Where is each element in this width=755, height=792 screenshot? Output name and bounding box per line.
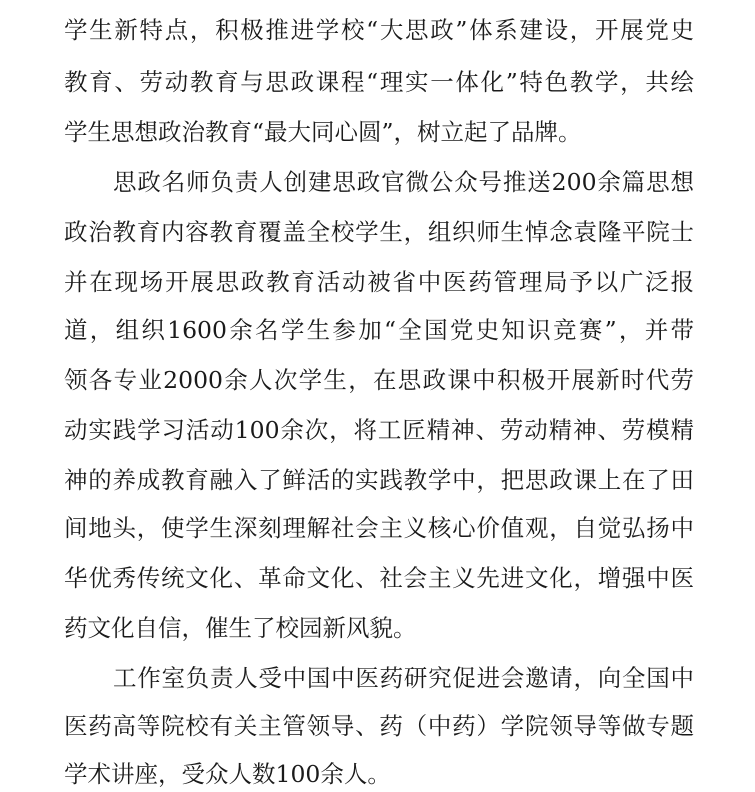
text-line: 政治教育内容教育覆盖全校学生，组织师生悼念袁隆平院士 [64, 218, 694, 246]
text-line: 领各专业2000余人次学生，在思政课中积极开展新时代劳 [64, 366, 694, 394]
text-line: 药文化自信，催生了校园新风貌。 [64, 614, 417, 642]
text-line: 道，组织1600余名学生参加“全国党史知识竞赛”，并带 [64, 316, 694, 344]
text-line: 医药高等院校有关主管领导、药（中药）学院领导等做专题 [64, 712, 694, 740]
text-line: 并在现场开展思政教育活动被省中医药管理局予以广泛报 [64, 268, 694, 296]
text-line: 学生思想政治教育“最大同心圆”，树立起了品牌。 [64, 118, 582, 146]
text-line: 华优秀传统文化、革命文化、社会主义先进文化，增强中医 [64, 564, 694, 592]
text-line: 思政名师负责人创建思政官微公众号推送200余篇思想 [113, 168, 694, 196]
text-line: 动实践学习活动100余次，将工匠精神、劳动精神、劳模精 [64, 416, 694, 444]
text-line: 学术讲座，受众人数100余人。 [64, 760, 391, 788]
text-line: 神的养成教育融入了鲜活的实践教学中，把思政课上在了田 [64, 466, 694, 494]
text-line: 工作室负责人受中国中医药研究促进会邀请，向全国中 [113, 664, 694, 692]
text-line: 间地头，使学生深刻理解社会主义核心价值观，自觉弘扬中 [64, 514, 694, 542]
text-line: 教育、劳动教育与思政课程“理实一体化”特色教学，共绘 [64, 68, 694, 96]
text-line: 学生新特点，积极推进学校“大思政”体系建设，开展党史 [64, 16, 694, 44]
